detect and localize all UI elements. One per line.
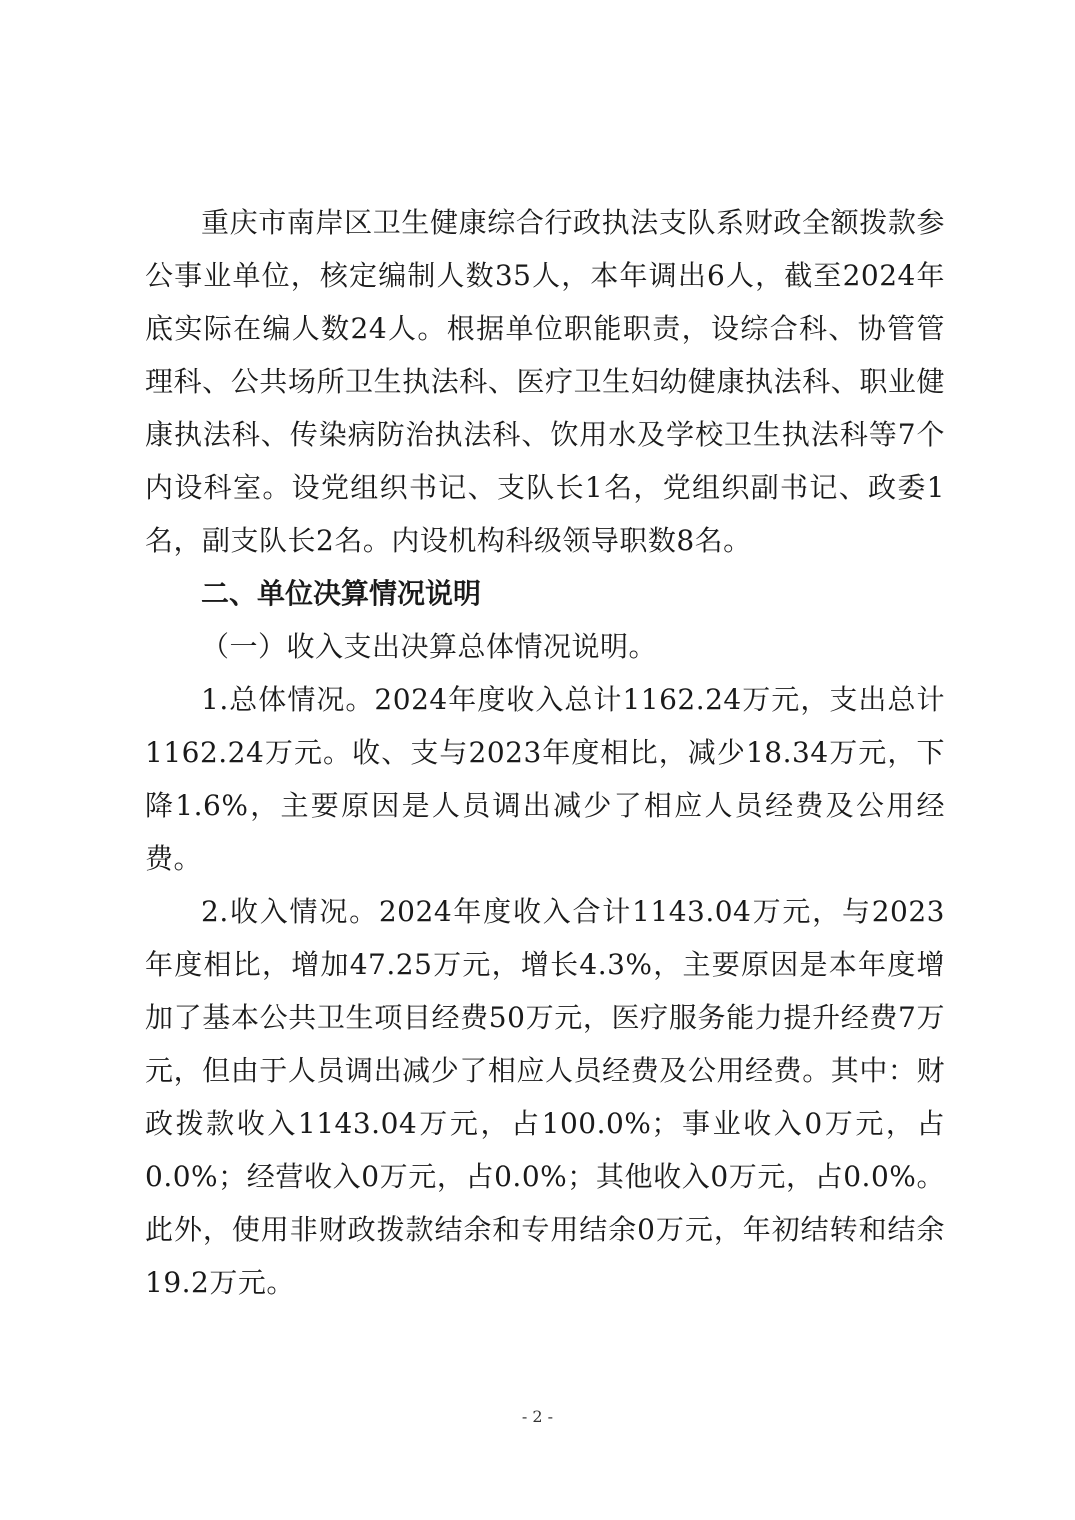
paragraph-intro: 重庆市南岸区卫生健康综合行政执法支队系财政全额拨款参公事业单位，核定编制人数35人，本年调出6人，截至2024年底实际在编人数24人。根据单位职能职责，设综合科、协管管理科、公共场所卫生执法科、医疗卫生妇幼健康执法科、职业健康执法科、传染病防治执法科、饮用水及学校卫生执法科等7个内设科室。设党组织书记、支队长1名，党组织副书记、政委1名，副支队长2名。内设机构科级领导职数8名。 [145,206,945,557]
page-number: - 2 - [521,1407,554,1426]
section-heading: 二、单位决算情况说明 [201,577,482,610]
paragraph-overall: 1.总体情况。2024年度收入总计1162.24万元，支出总计1162.24万元。收、支与2023年度相比，减少18.34万元，下降1.6%，主要原因是人员调出减少了相应人员经费及公用经费。 [145,683,945,875]
document-body [145,196,945,1309]
paragraph-income: 2.收入情况。2024年度收入合计1143.04万元，与2023年度相比，增加47.25万元，增长4.3%，主要原因是本年度增加了基本公共卫生项目经费50万元，医疗服务能力提升经费7万元，但由于人员调出减少了相应人员经费及公用经费。其中：财政拨款收入1143.04万元，占100.0%；事业收入0万元，占0.0%；经营收入0万元，占0.0%；其他收入0万元，占0.0%。此外，使用非财政拨款结余和专用结余0万元，年初结转和结余19.2万元。 [145,895,945,1299]
subsection-heading: （一）收入支出决算总体情况说明。 [201,630,658,663]
